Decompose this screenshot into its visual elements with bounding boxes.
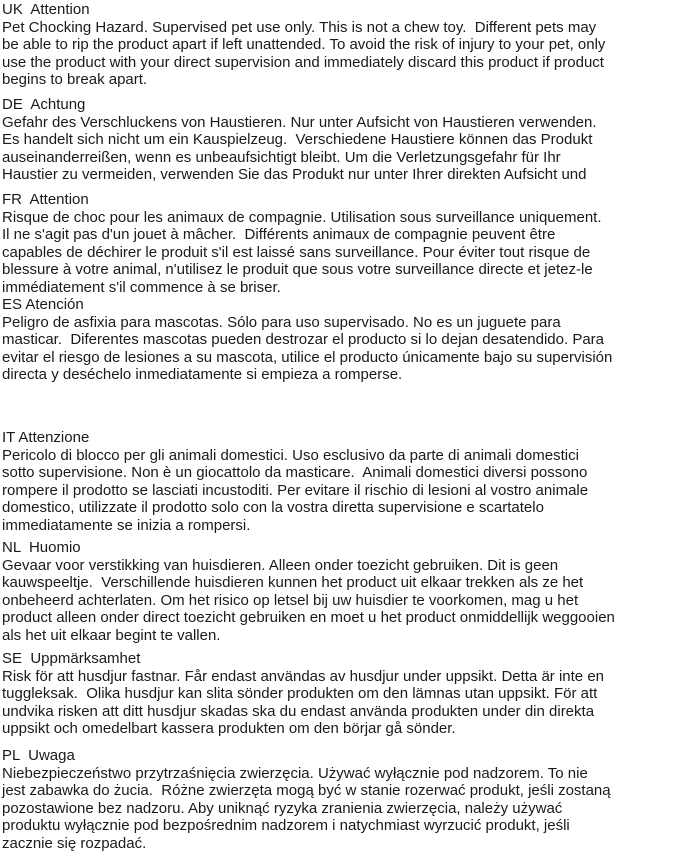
text-line: blessure à votre animal, n'utilisez le produit que sous votre surveillance directe et jetez-le xyxy=(2,261,593,279)
section-heading: UK Attention xyxy=(2,1,90,18)
text-line: Pet Chocking Hazard. Supervised pet use only. This is not a chew toy. Different pets may xyxy=(2,18,597,36)
section-es-atencion xyxy=(2,296,679,384)
text-line: Pericolo di blocco per gli animali domestici. Uso esclusivo da parte di animali domestici xyxy=(2,446,579,464)
section-heading: PL Uwaga xyxy=(2,747,75,764)
section-it-attenzione xyxy=(2,429,679,535)
text-line: Gefahr des Verschluckens von Haustieren. Nur unter Aufsicht von Haustieren verwenden. xyxy=(2,113,597,131)
text-line: evitar el riesgo de lesiones a su mascota, utilice el producto únicamente bajo su supervisión xyxy=(2,348,613,366)
text-line: auseinanderreißen, wenn es unbeaufsichtigt bleibt. Um die Verletzungsgefahr für Ihr xyxy=(2,148,561,166)
text-line: jest zabawka do żucia. Różne zwierzęta mogą być w stanie rozerwać produkt, jeśli zostaną xyxy=(2,782,611,800)
section-nl-huomio xyxy=(2,539,679,645)
text-line: pozostawione bez nadzoru. Aby uniknąć ryzyka zranienia zwierzęcia, należy używać xyxy=(2,799,563,817)
section-body xyxy=(2,209,679,297)
section-body xyxy=(2,114,679,184)
text-line: Haustier zu vermeiden, verwenden Sie das Produkt nur unter Ihrer direkten Aufsicht und xyxy=(2,166,587,184)
text-line: undvika risken att ditt husdjur skadas ska du endast använda produkten under din direkta xyxy=(2,702,595,720)
section-uk-attention xyxy=(2,1,679,89)
section-heading: ES Atención xyxy=(2,296,84,313)
section-heading: NL Huomio xyxy=(2,539,81,556)
text-line: Niebezpieczeństwo przytrzaśnięcia zwierzęcia. Używać wyłącznie pod nadzorem. To nie xyxy=(2,764,588,782)
section-se-uppmarksamhet xyxy=(2,650,679,738)
text-line: zacznie się rozpadać. xyxy=(2,834,147,852)
text-line: immediatamente se inizia a rompersi. xyxy=(2,516,251,534)
text-line: use the product with your direct supervision and immediately discard this product if product xyxy=(2,53,604,71)
text-line: directa y deséchelo inmediatamente si empieza a romperse. xyxy=(2,366,403,384)
text-line: domestico, utilizzate il prodotto solo con la vostra diretta supervisione e scartatelo xyxy=(2,499,544,517)
text-line: capables de déchirer le produit s'il est laissé sans surveillance. Pour éviter tout risque de xyxy=(2,243,591,261)
section-body xyxy=(2,447,679,535)
text-line: Peligro de asfixia para mascotas. Sólo para uso supervisado. No es un juguete para xyxy=(2,313,561,331)
text-line: rompere il prodotto se lasciati incustoditi. Per evitare il rischio di lesioni al vostro animale xyxy=(2,481,589,499)
text-line: begins to break apart. xyxy=(2,71,148,89)
section-body xyxy=(2,557,679,645)
text-line: product alleen onder direct toezicht gebruiken en moet u het product onmiddellijk weggooien xyxy=(2,609,615,627)
section-body xyxy=(2,314,679,384)
text-line: immédiatement s'il commence à se briser. xyxy=(2,278,281,296)
section-heading: DE Achtung xyxy=(2,96,86,113)
text-line: Il ne s'agit pas d'un jouet à mâcher. Différents animaux de compagnie peuvent être xyxy=(2,226,556,244)
section-body xyxy=(2,765,679,853)
text-line: als het uit elkaar begint te vallen. xyxy=(2,626,221,644)
section-body xyxy=(2,19,679,89)
text-line: tuggleksak. Olika husdjur kan slita sönder produkten om den lämnas utan uppsikt. För att xyxy=(2,685,598,703)
section-heading: IT Attenzione xyxy=(2,429,90,446)
text-line: be able to rip the product apart if left unattended. To avoid the risk of injury to your pet, only xyxy=(2,36,606,54)
section-de-achtung xyxy=(2,96,679,184)
section-body xyxy=(2,668,679,738)
text-line: Es handelt sich nicht um ein Kauspielzeug. Verschiedene Haustiere können das Produkt xyxy=(2,131,593,149)
text-line: onbeheerd achterlaten. Om het risico op letsel bij uw huisdier te voorkomen, mag u het xyxy=(2,591,579,609)
section-heading: SE Uppmärksamhet xyxy=(2,650,141,667)
text-line: kauwspeeltje. Verschillende huisdieren kunnen het product uit elkaar trekken als ze het xyxy=(2,574,584,592)
section-heading: FR Attention xyxy=(2,191,89,208)
text-line: Risk för att husdjur fastnar. Får endast användas av husdjur under uppsikt. Detta är inte en xyxy=(2,667,604,685)
text-line: uppsikt och omedelbart kassera produkten om den börjar gå sönder. xyxy=(2,720,456,738)
text-line: Gevaar voor verstikking van huisdieren. Alleen onder toezicht gebruiken. Dit is geen xyxy=(2,556,559,574)
section-fr-attention xyxy=(2,191,679,297)
text-line: sotto supervisione. Non è un giocattolo da masticare. Animali domestici diversi possono xyxy=(2,464,588,482)
text-line: masticar. Diferentes mascotas pueden destrozar el producto si lo dejan desatendido. Para xyxy=(2,331,605,349)
text-line: Risque de choc pour les animaux de compagnie. Utilisation sous surveillance uniquement. xyxy=(2,208,602,226)
section-pl-uwaga xyxy=(2,747,679,853)
text-line: produktu wyłącznie pod bezpośrednim nadzorem i natychmiast wyrzucić produkt, jeśli xyxy=(2,817,570,835)
